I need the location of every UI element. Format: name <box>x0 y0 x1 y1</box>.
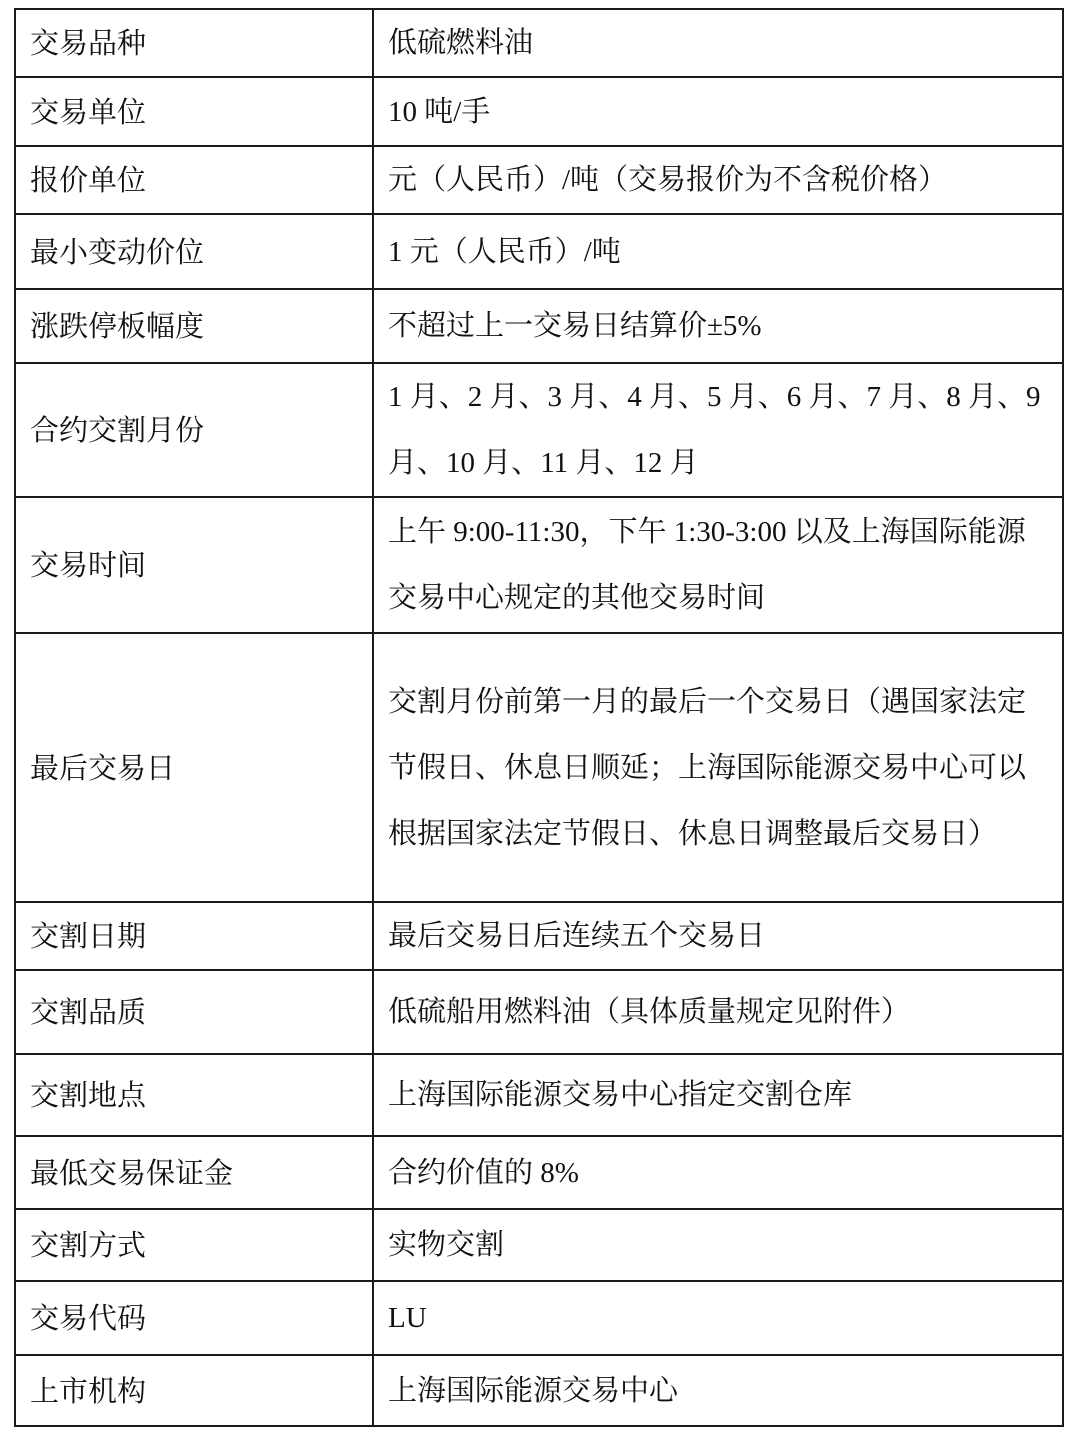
row-value: 最后交易日后连续五个交易日 <box>373 902 1063 970</box>
table-row <box>15 1209 1063 1281</box>
row-label: 交易品种 <box>15 9 373 77</box>
row-label: 交割日期 <box>15 902 373 970</box>
row-label: 交易代码 <box>15 1281 373 1355</box>
row-label: 报价单位 <box>15 146 373 214</box>
row-value: 1 元（人民币）/吨 <box>373 214 1063 289</box>
row-value: 低硫燃料油 <box>373 9 1063 77</box>
table-row <box>15 1136 1063 1209</box>
row-value: 实物交割 <box>373 1209 1063 1281</box>
row-label: 交易时间 <box>15 497 373 633</box>
row-label: 交易单位 <box>15 77 373 146</box>
table-row <box>15 1355 1063 1426</box>
row-value: 上午 9:00-11:30，下午 1:30-3:00 以及上海国际能源交易中心规定的其他交易时间 <box>373 497 1063 633</box>
row-label: 交割地点 <box>15 1054 373 1136</box>
row-value: 低硫船用燃料油（具体质量规定见附件） <box>373 970 1063 1054</box>
table-row <box>15 1281 1063 1355</box>
table-row <box>15 214 1063 289</box>
row-label: 涨跌停板幅度 <box>15 289 373 363</box>
row-value: 1 月、2 月、3 月、4 月、5 月、6 月、7 月、8 月、9 月、10 月、11 月、12 月 <box>373 363 1063 497</box>
row-value: 交割月份前第一月的最后一个交易日（遇国家法定节假日、休息日顺延；上海国际能源交易中心可以根据国家法定节假日、休息日调整最后交易日） <box>373 633 1063 902</box>
row-value: 上海国际能源交易中心指定交割仓库 <box>373 1054 1063 1136</box>
row-value: 上海国际能源交易中心 <box>373 1355 1063 1426</box>
row-value: 合约价值的 8% <box>373 1136 1063 1209</box>
table-row <box>15 289 1063 363</box>
table-row <box>15 77 1063 146</box>
row-label: 上市机构 <box>15 1355 373 1426</box>
table-row <box>15 1054 1063 1136</box>
row-label: 最低交易保证金 <box>15 1136 373 1209</box>
table-row <box>15 902 1063 970</box>
row-label: 最后交易日 <box>15 633 373 902</box>
row-label: 交割方式 <box>15 1209 373 1281</box>
contract-spec-table <box>14 8 1064 1427</box>
table-row <box>15 9 1063 77</box>
row-value: 不超过上一交易日结算价±5% <box>373 289 1063 363</box>
row-value: 10 吨/手 <box>373 77 1063 146</box>
table-row <box>15 497 1063 633</box>
table-row <box>15 633 1063 902</box>
row-label: 合约交割月份 <box>15 363 373 497</box>
row-label: 最小变动价位 <box>15 214 373 289</box>
row-value: LU <box>373 1281 1063 1355</box>
table-row <box>15 363 1063 497</box>
row-value: 元（人民币）/吨（交易报价为不含税价格） <box>373 146 1063 214</box>
table-row <box>15 970 1063 1054</box>
row-label: 交割品质 <box>15 970 373 1054</box>
table-row <box>15 146 1063 214</box>
